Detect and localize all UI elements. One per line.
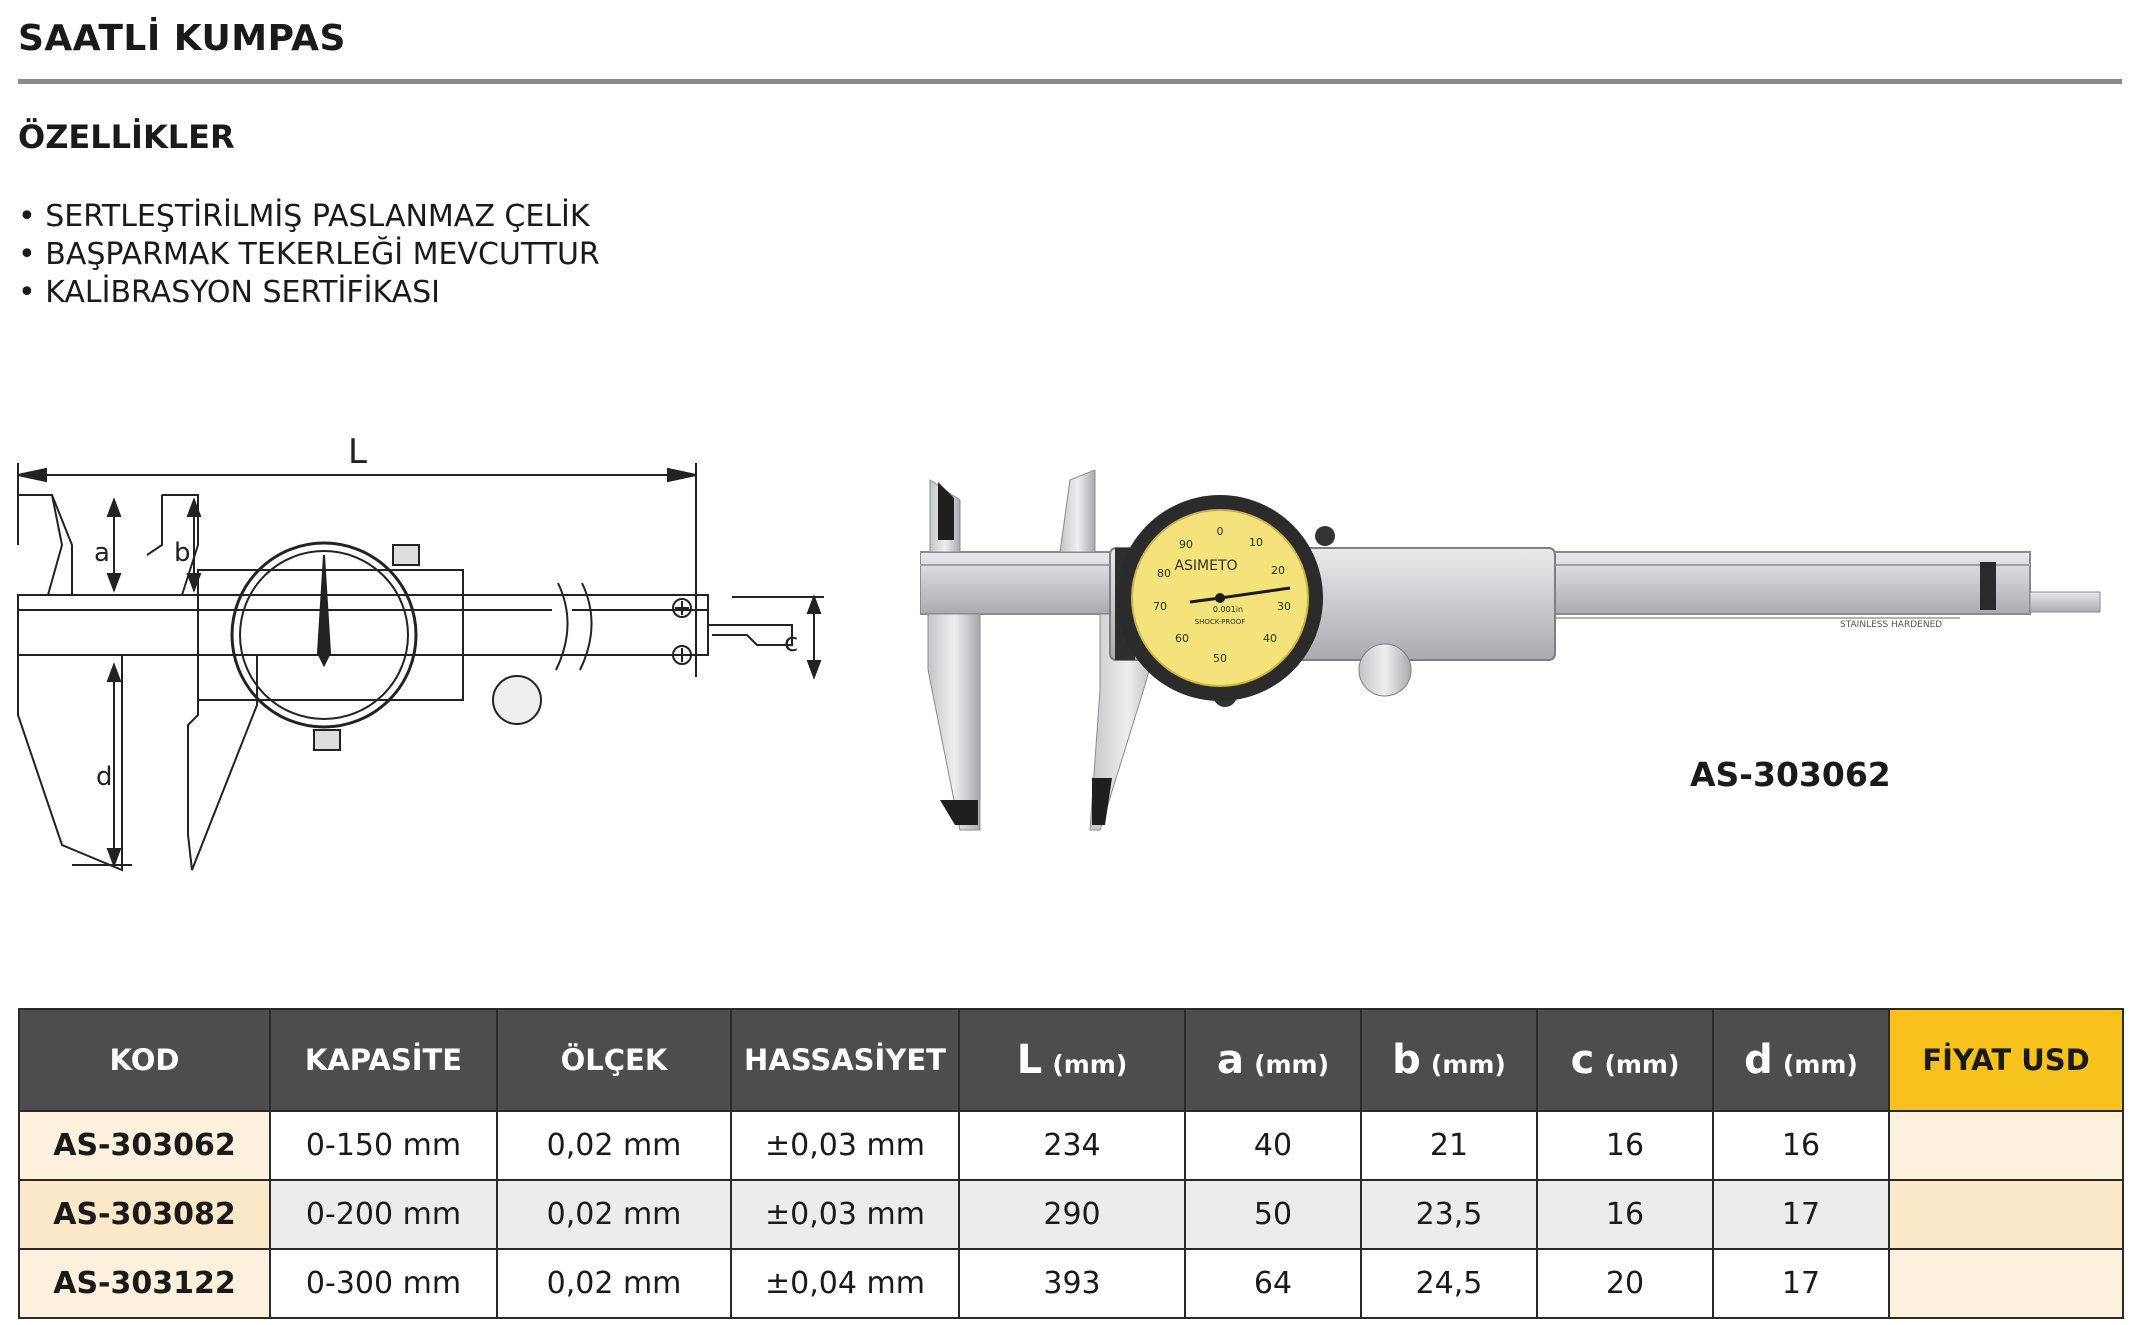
photo-fixed-jaw [928, 614, 980, 830]
dial-label: SHOCK-PROOF [1194, 618, 1246, 626]
dial-resolution: 0.001in [1212, 605, 1244, 614]
cell-capacity: 0-200 mm [270, 1180, 497, 1249]
column-header-a: a (mm) [1185, 1009, 1361, 1111]
arrow-head-icon [18, 469, 46, 481]
cell-l: 393 [959, 1249, 1185, 1318]
cell-b: 23,5 [1361, 1180, 1537, 1249]
column-header-price: FİYAT USD [1889, 1009, 2123, 1111]
cell-b: 21 [1361, 1111, 1537, 1180]
page-title: SAATLİ KUMPAS [18, 18, 346, 59]
column-header-c: c (mm) [1537, 1009, 1713, 1111]
table-row [19, 1111, 2123, 1180]
dial-number: 60 [1175, 632, 1189, 645]
feature-item: • BAŞPARMAK TEKERLEĞİ MEVCUTTUR [18, 236, 600, 274]
cell-code: AS-303122 [19, 1249, 270, 1318]
cell-c: 16 [1537, 1111, 1713, 1180]
cell-accuracy: ±0,03 mm [731, 1111, 959, 1180]
photo-thumb-wheel-icon [1359, 644, 1411, 696]
column-header-b: b (mm) [1361, 1009, 1537, 1111]
cell-b: 24,5 [1361, 1249, 1537, 1318]
label-c: c [784, 628, 799, 658]
cell-price [1889, 1180, 2123, 1249]
arrow-head-icon [668, 469, 696, 481]
feature-item: • KALİBRASYON SERTİFİKASI [18, 274, 600, 312]
cell-d: 17 [1713, 1180, 1889, 1249]
cell-price [1889, 1249, 2123, 1318]
dial-number: 40 [1263, 632, 1277, 645]
table-header-row [19, 1009, 2123, 1111]
cell-code: AS-303082 [19, 1180, 270, 1249]
cell-a: 40 [1185, 1111, 1361, 1180]
caliper-beam [18, 595, 708, 655]
column-header-l: L (mm) [959, 1009, 1185, 1111]
column-header-olcek: ÖLÇEK [497, 1009, 731, 1111]
column-header-kapasite: KAPASİTE [270, 1009, 497, 1111]
beam-engraving: STAINLESS HARDENED [1840, 620, 1943, 630]
dial-number: 90 [1179, 538, 1193, 551]
cell-accuracy: ±0,03 mm [731, 1180, 959, 1249]
dial-number: 70 [1153, 600, 1167, 613]
label-d: d [96, 762, 113, 792]
specs-table [18, 1008, 2124, 1319]
dial-number: 0 [1216, 525, 1224, 538]
cell-l: 234 [959, 1111, 1185, 1180]
cell-scale: 0,02 mm [497, 1249, 731, 1318]
label-b: b [174, 538, 191, 568]
cell-accuracy: ±0,04 mm [731, 1249, 959, 1318]
dial-needle-icon [318, 555, 330, 665]
cell-a: 64 [1185, 1249, 1361, 1318]
cell-capacity: 0-300 mm [270, 1249, 497, 1318]
feature-list [18, 198, 600, 312]
dial-number: 30 [1277, 600, 1291, 613]
column-header-hassasiyet: HASSASİYET [731, 1009, 959, 1111]
slider-body [198, 570, 463, 700]
dial-number: 10 [1249, 536, 1263, 549]
cell-price [1889, 1111, 2123, 1180]
cell-scale: 0,02 mm [497, 1180, 731, 1249]
features-heading: ÖZELLİKLER [18, 118, 235, 156]
cell-d: 17 [1713, 1249, 1889, 1318]
dial-number: 20 [1271, 564, 1285, 577]
title-divider [18, 79, 2122, 84]
product-photo [920, 470, 2136, 840]
feature-item: • SERTLEŞTİRİLMİŞ PASLANMAZ ÇELİK [18, 198, 600, 236]
column-header-d: d (mm) [1713, 1009, 1889, 1111]
column-header-kod: KOD [19, 1009, 270, 1111]
cell-c: 16 [1537, 1180, 1713, 1249]
caliper-technical-drawing [12, 425, 842, 885]
label-a: a [94, 538, 110, 568]
thumb-wheel-icon [493, 676, 541, 724]
product-code-label: AS-303062 [1690, 755, 1891, 794]
cell-a: 50 [1185, 1180, 1361, 1249]
cell-l: 290 [959, 1180, 1185, 1249]
dial-number: 80 [1157, 567, 1171, 580]
dial-brand: ASIMETO [1174, 558, 1238, 574]
cell-code: AS-303062 [19, 1111, 270, 1180]
table-row [19, 1180, 2123, 1249]
cell-capacity: 0-150 mm [270, 1111, 497, 1180]
cell-scale: 0,02 mm [497, 1111, 731, 1180]
cell-d: 16 [1713, 1111, 1889, 1180]
dial-number: 50 [1213, 652, 1227, 665]
label-L: L [348, 432, 367, 472]
table-row [19, 1249, 2123, 1318]
cell-c: 20 [1537, 1249, 1713, 1318]
